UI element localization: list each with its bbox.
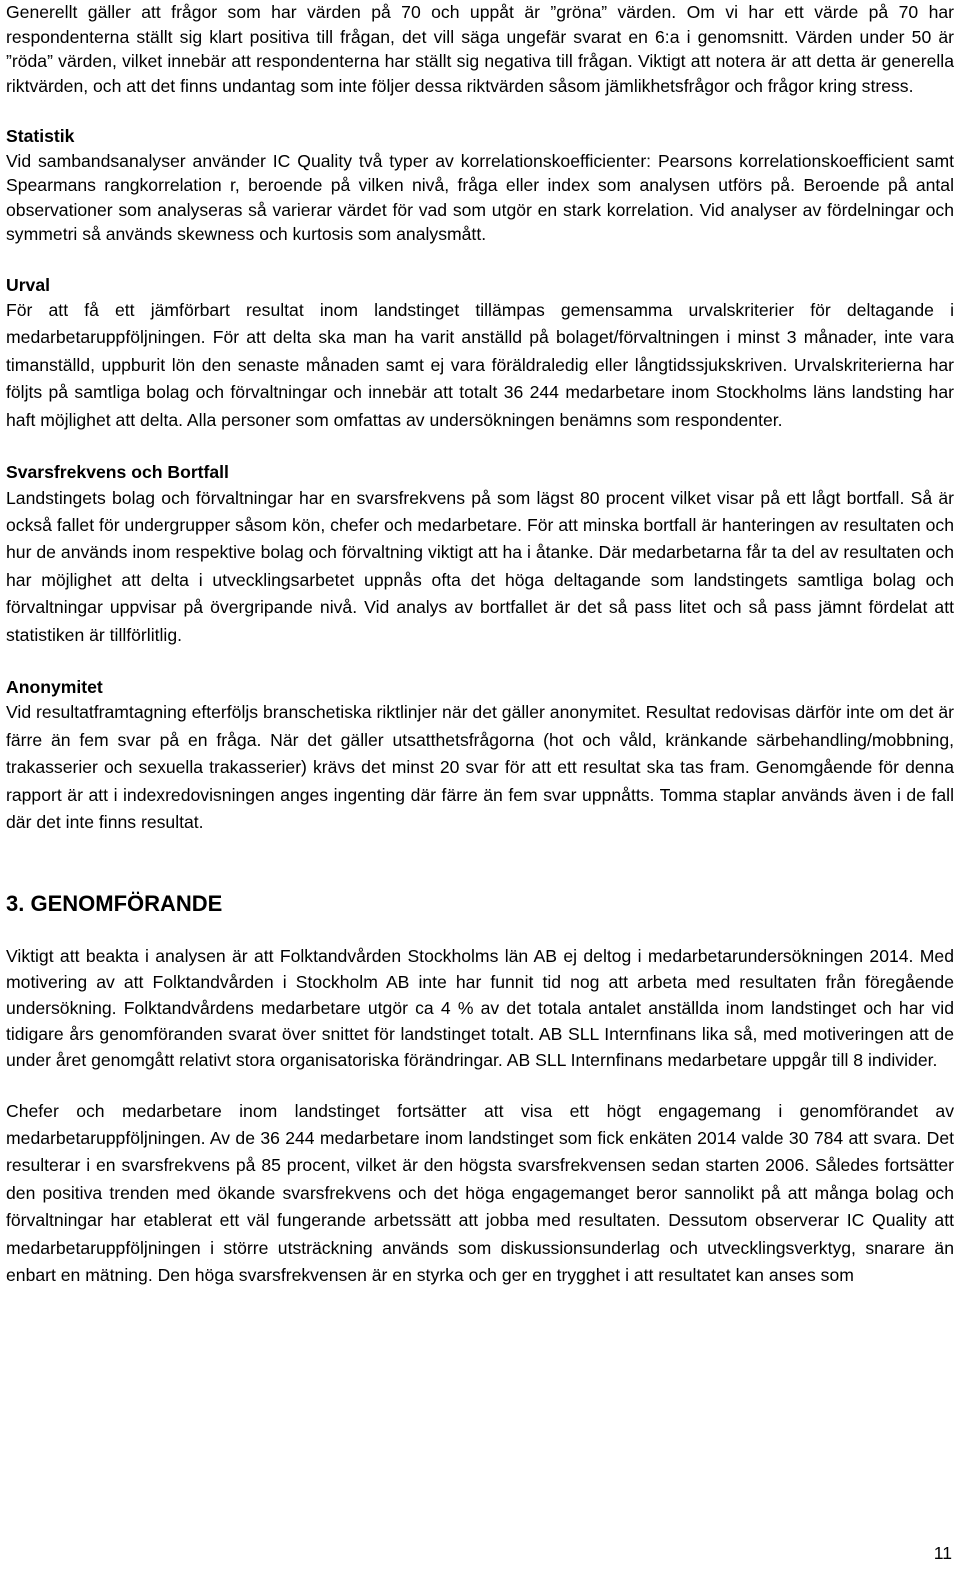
document-page bbox=[6, 0, 954, 1289]
page-number: 11 bbox=[933, 1543, 952, 1563]
intro-paragraph: Generellt gäller att frågor som har värden på 70 och uppåt är ”gröna” värden. Om vi har ett värde på 70 har respondenterna ställt sig klart positiva till frågan, det vill säga ungefär svarat en 6:a i genomsnitt. Värden under 50 är ”röda” värden, vilket innebär att respondenterna har ställt sig negativa till frågan. Viktigt att notera är att detta är generella riktvärden, och att det finns undantag som inte följer dessa riktvärden såsom jämlikhetsfrågor och frågor kring stress. bbox=[6, 2, 954, 96]
svarsfrekvens-heading: Svarsfrekvens och Bortfall bbox=[6, 462, 229, 483]
svarsfrekvens-paragraph: Landstingets bolag och förvaltningar har en svarsfrekvens på som lägst 80 procent vilket visar på ett lågt bortfall. Så är också fallet för undergrupper såsom kön, chefer och medarbetare. För att minska bortfall är hanteringen av resultaten och hur de används inom respektive bolag och förvaltning viktigt att ha i åtanke. Där medarbetarna får ta del av resultaten och har möjlighet att delta i utvecklingsarbetet uppnås ofta det höga deltagande som landstingets samtliga bolag och förvaltningar uppvisar på övergripande nivå. Vid analys av bortfallet är det så pass litet och så pass jämnt fördelat att statistiken är tillförlitlig. bbox=[6, 487, 954, 645]
genomforande-paragraph-1: Viktigt att beakta i analysen är att Folktandvården Stockholms län AB ej deltog i medarbetarundersökningen 2014. Med motivering av att Folktandvården i Stockholm AB inte har funnit tid nog att arbeta med resultaten från föregående undersökning. Folktandvårdens medarbetare utgör ca 4 % av det totala antalet anställda inom landstinget och har vid tidigare års genomföranden svarat över snittet för landstinget totalt. AB SLL Internfinans lika så, med motiveringen att de under året genomgått relativt stora organisatoriska förändringar. AB SLL Internfinans medarbetare uppgår till 8 individer. bbox=[6, 945, 954, 1071]
chapter-heading: 3. GENOMFÖRANDE bbox=[6, 890, 223, 916]
statistik-heading: Statistik bbox=[6, 126, 75, 146]
anonymitet-paragraph: Vid resultatframtagning efterföljs branschetiska riktlinjer när det gäller anonymitet. Resultat redovisas därför inte om det är färre än fem svar på en fråga. När det gäller utsatthetsfrågorna (hot och våld, kränkande särbehandling/mobbning, trakasserier och sexuella trakasserier) krävs det minst 20 svar för att ett resultat ska tas fram. Genomgående för denna rapport är att i indexredovisningen anges ingenting där färre än fem svar uppnåtts. Tomma staplar används även i de fall där det inte finns resultat. bbox=[6, 702, 954, 833]
genomforande-paragraph-2: Chefer och medarbetare inom landstinget fortsätter att visa ett högt engagemang i genomförandet av medarbetaruppföljningen. Av de 36 244 medarbetare inom landstinget som fick enkäten 2014 valde 30 784 att svara. Det resulterar i en svarsfrekvens på 85 procent, vilket är den högsta svarsfrekvensen sedan starten 2006. Således fortsätter den positiva trenden med ökande svarsfrekvens och det höga engagemanget beror sannolikt på att många bolag och förvaltningar har etablerat ett väl fungerande arbetssätt att jobba med resultaten. Dessutom observerar IC Quality att medarbetaruppföljningen i större utsträckning används som diskussionsunderlag och utvecklingsverktyg, snarare än enbart en mätning. Den höga svarsfrekvensen är en styrka och ger en trygghet i att resultatet kan anses som bbox=[6, 1100, 954, 1285]
anonymitet-heading: Anonymitet bbox=[6, 676, 103, 697]
statistik-paragraph: Vid sambandsanalyser använder IC Quality två typer av korrelationskoefficienter: Pearsons korrelationskoefficient samt Spearmans rangkorrelation r, beroende på vilken nivå, fråga eller index som analysen utförs på. Beroende på antal observationer som analyseras så varierar värdet för vad som utgör en stark korrelation. Vid analyser av fördelningar och symmetri så används skewness och kurtosis som analysmått. bbox=[6, 150, 954, 244]
urval-heading: Urval bbox=[6, 274, 51, 295]
urval-paragraph: För att få ett jämförbart resultat inom landstinget tillämpas gemensamma urvalskriterier för deltagande i medarbetaruppföljningen. För att delta ska man ha varit anställd på bolaget/förvaltningen i minst 3 månader, inte vara timanställd, uppburit lön den senaste månaden samt ej vara föräldraledig eller långtidssjukskriven. Urvalskriterierna har följts på samtliga bolag och förvaltningar och innebär att totalt 36 244 medarbetare inom Stockholms läns landsting har haft möjlighet att delta. Alla personer som omfattas av undersökningen benämns som respondenter. bbox=[6, 300, 954, 430]
